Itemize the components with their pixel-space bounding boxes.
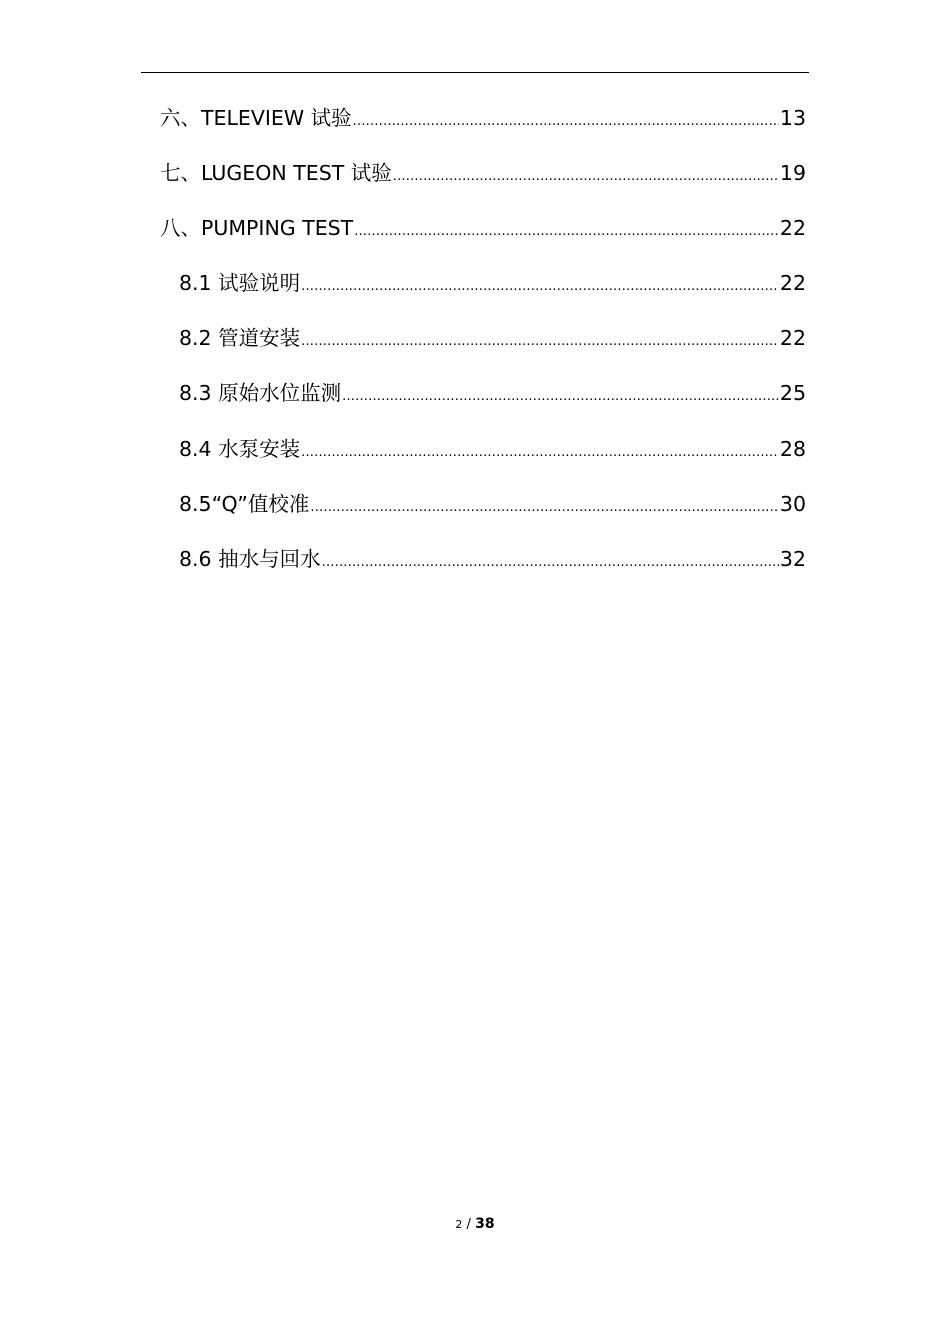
toc-entry-title: 八、PUMPING TEST	[160, 216, 354, 241]
toc-dot-leader	[353, 104, 779, 140]
toc-dot-leader	[310, 490, 779, 526]
toc-entry-title: 8.4 水泵安装	[179, 436, 301, 461]
toc-entry-teleview[interactable]	[160, 100, 806, 155]
toc-entry-title: 8.6 抽水与回水	[179, 546, 321, 571]
toc-entry-page: 30	[779, 491, 806, 516]
toc-dot-leader	[354, 214, 779, 250]
toc-dot-leader	[301, 435, 779, 471]
toc-entry-8-3[interactable]	[160, 375, 806, 430]
toc-entry-8-2[interactable]	[160, 320, 806, 375]
toc-entry-lugeon-test[interactable]	[160, 155, 806, 210]
current-page-number: 2	[455, 1218, 463, 1231]
toc-entry-title: 8.3 原始水位监测	[179, 381, 342, 406]
toc-entry-pumping-test[interactable]	[160, 210, 806, 265]
toc-entry-page: 32	[779, 546, 806, 571]
toc-entry-8-5[interactable]	[160, 486, 806, 541]
toc-entry-title: 六、TELEVIEW 试验	[160, 106, 352, 130]
page-number-separator: /	[462, 1217, 476, 1232]
toc-entry-page: 19	[779, 161, 806, 186]
toc-entry-8-1[interactable]	[160, 265, 806, 320]
page-number-footer	[0, 1214, 950, 1235]
toc-entry-title: 七、LUGEON TEST 试验	[160, 161, 392, 186]
toc-entry-page: 13	[779, 106, 806, 130]
toc-entry-page: 22	[779, 271, 806, 296]
toc-entry-page: 28	[779, 436, 806, 461]
header-rule	[141, 72, 809, 73]
toc-dot-leader	[301, 269, 779, 305]
toc-entry-title: 8.5“Q”值校准	[179, 491, 310, 516]
toc-entry-title: 8.1 试验说明	[179, 271, 301, 296]
toc-dot-leader	[322, 545, 779, 581]
toc-entry-8-4[interactable]	[160, 431, 806, 486]
toc-entry-page: 22	[779, 216, 806, 241]
toc-entry-page: 22	[779, 326, 806, 351]
total-page-count: 38	[475, 1216, 495, 1232]
toc-entry-page: 25	[779, 381, 806, 406]
toc-dot-leader	[301, 324, 779, 360]
table-of-contents	[160, 100, 806, 596]
toc-dot-leader	[342, 379, 779, 415]
toc-dot-leader	[393, 159, 779, 195]
toc-entry-8-6[interactable]	[160, 541, 806, 596]
toc-entry-title: 8.2 管道安装	[179, 326, 301, 351]
